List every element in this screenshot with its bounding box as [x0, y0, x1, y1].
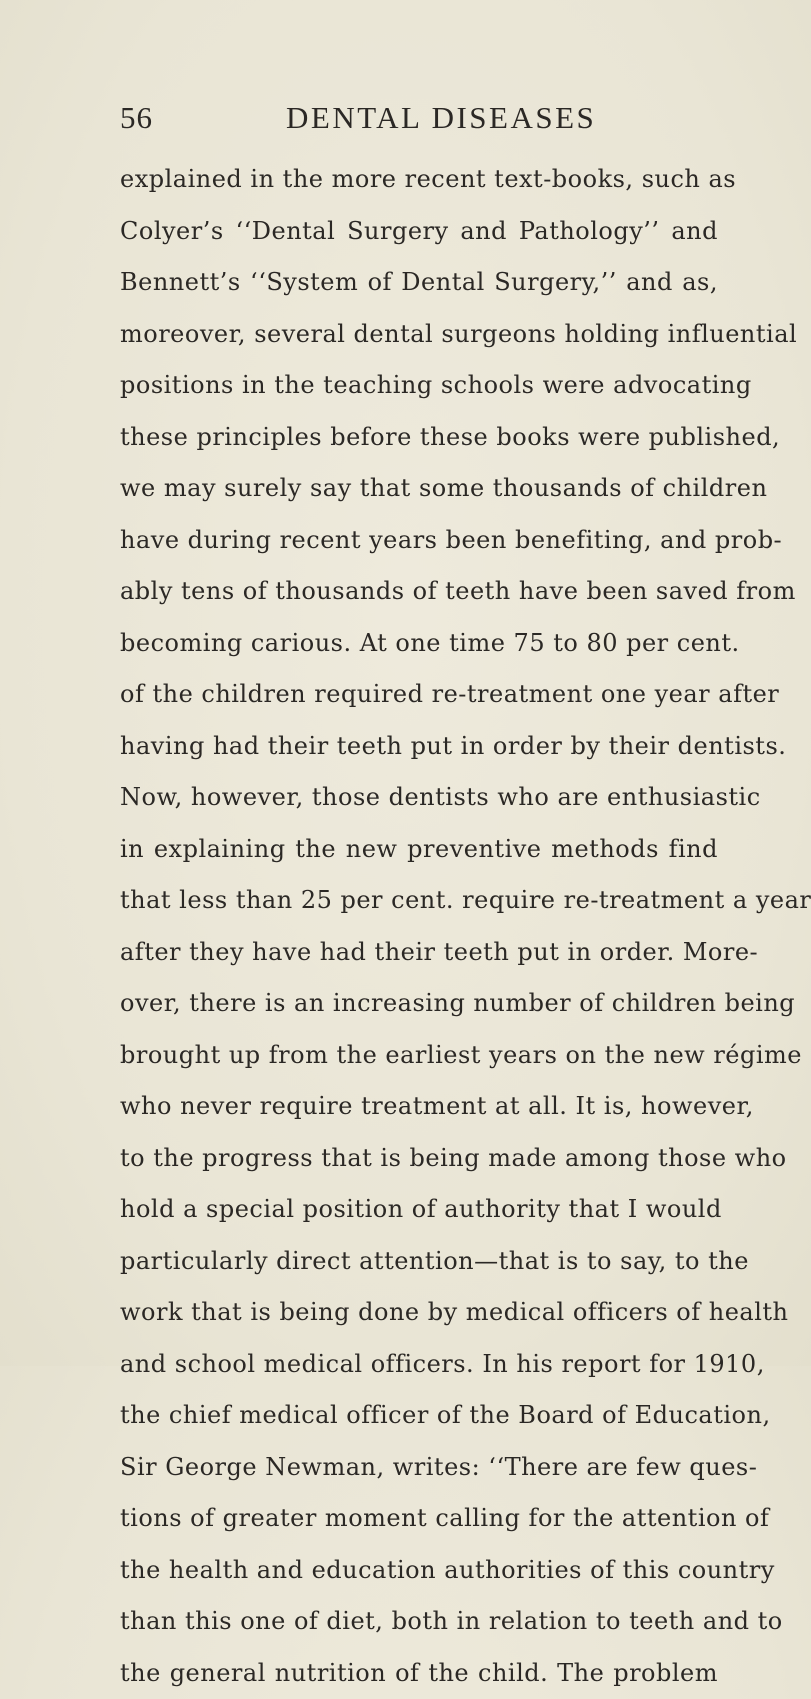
text-line: Bennett’s ‘‘System of Dental Surgery,’’ and as, — [120, 257, 718, 309]
text-line: Colyer’s ‘‘Dental Surgery and Pathology’’ and — [120, 206, 718, 258]
text-line: we may surely say that some thousands of children — [120, 463, 718, 515]
text-line: Sir George Newman, writes: ‘‘There are few ques- — [120, 1442, 718, 1494]
running-title: DENTAL DISEASES — [286, 100, 596, 136]
text-line: becoming carious. At one time 75 to 80 per cent. — [120, 618, 718, 670]
text-line: than this one of diet, both in relation to teeth and to — [120, 1596, 718, 1648]
text-line: after they have had their teeth put in order. More- — [120, 927, 718, 979]
text-line: have during recent years been benefiting, and prob- — [120, 515, 718, 567]
text-line: the chief medical officer of the Board of Education, — [120, 1390, 718, 1442]
text-line: in explaining the new preventive methods find — [120, 824, 718, 876]
text-line: the general nutrition of the child. The problem — [120, 1648, 718, 1699]
text-line: over, there is an increasing number of children being — [120, 978, 718, 1030]
text-line: to the progress that is being made among those who — [120, 1133, 718, 1185]
page-number: 56 — [120, 100, 153, 136]
text-line: tions of greater moment calling for the attention of — [120, 1493, 718, 1545]
text-line: who never require treatment at all. It is, however, — [120, 1081, 718, 1133]
text-line: particularly direct attention—that is to say, to the — [120, 1236, 718, 1288]
text-line: having had their teeth put in order by their dentists. — [120, 721, 718, 773]
body-text — [120, 154, 718, 1699]
text-line: Now, however, those dentists who are enthusiastic — [120, 772, 718, 824]
text-line: work that is being done by medical officers of health — [120, 1287, 718, 1339]
text-line: that less than 25 per cent. require re-treatment a year — [120, 875, 718, 927]
text-line: and school medical officers. In his report for 1910, — [120, 1339, 718, 1391]
text-line: the health and education authorities of this country — [120, 1545, 718, 1597]
text-line: ably tens of thousands of teeth have been saved from — [120, 566, 718, 618]
text-line: hold a special position of authority that I would — [120, 1184, 718, 1236]
text-line: these principles before these books were published, — [120, 412, 718, 464]
text-line: of the children required re-treatment one year after — [120, 669, 718, 721]
text-line: brought up from the earliest years on the new régime — [120, 1030, 718, 1082]
running-head — [120, 100, 720, 140]
text-line: positions in the teaching schools were advocating — [120, 360, 718, 412]
text-line: explained in the more recent text-books, such as — [120, 154, 718, 206]
text-line: moreover, several dental surgeons holding influential — [120, 309, 718, 361]
